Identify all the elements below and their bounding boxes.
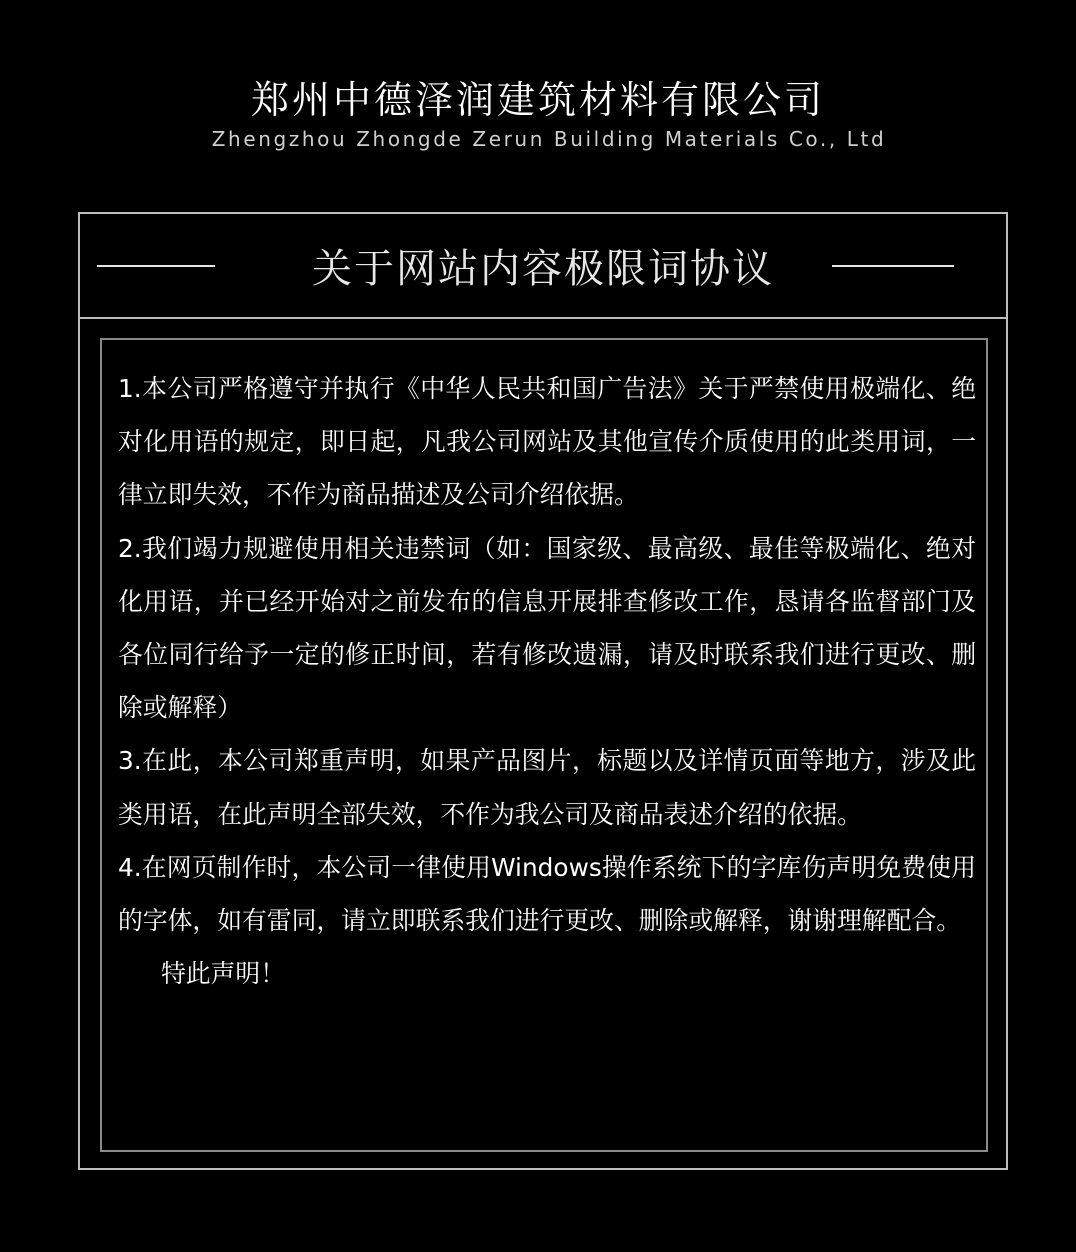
clause-3: 3.在此，本公司郑重声明，如果产品图片，标题以及详情页面等地方，涉及此类用语，在此声明全部失效，不作为我公司及商品表述介绍的依据。: [118, 746, 976, 829]
clause-4: 4.在网页制作时，本公司一律使用Windows操作系统下的字库伤声明免费使用的字体，如有雷同，请立即联系我们进行更改、删除或解释，谢谢理解配合。: [118, 852, 976, 936]
notice-body-frame: [100, 338, 988, 1152]
notice-title: 关于网站内容极限词协议: [312, 246, 774, 292]
clause-2: 2.我们竭力规避使用相关违禁词（如：国家级、最高级、最佳等极端化、绝对化用语，并已经开始对之前发布的信息开展排查修改工作，恳请各监督部门及各位同行给予一定的修正时间，若有修改遗漏，请及时联系我们进行更改、删除或解释）: [118, 533, 976, 723]
company-name-english: Zhengzhou Zhongde Zerun Building Materials Co., Ltd: [211, 127, 887, 151]
closing-statement: 特此声明！: [161, 959, 285, 989]
notice-outer-frame: [78, 212, 1008, 1170]
title-decoration-line-right: [832, 265, 954, 267]
notice-body: [118, 362, 976, 1000]
notice-title-band: [80, 214, 1006, 319]
clause-1: 1.本公司严格遵守并执行《中华人民共和国广告法》关于严禁使用极端化、绝对化用语的规定，即日起，凡我公司网站及其他宣传介质使用的此类用词，一律立即失效，不作为商品描述及公司介绍依据。: [118, 374, 976, 510]
company-name: 郑州中德泽润建筑材料有限公司: [250, 78, 825, 122]
